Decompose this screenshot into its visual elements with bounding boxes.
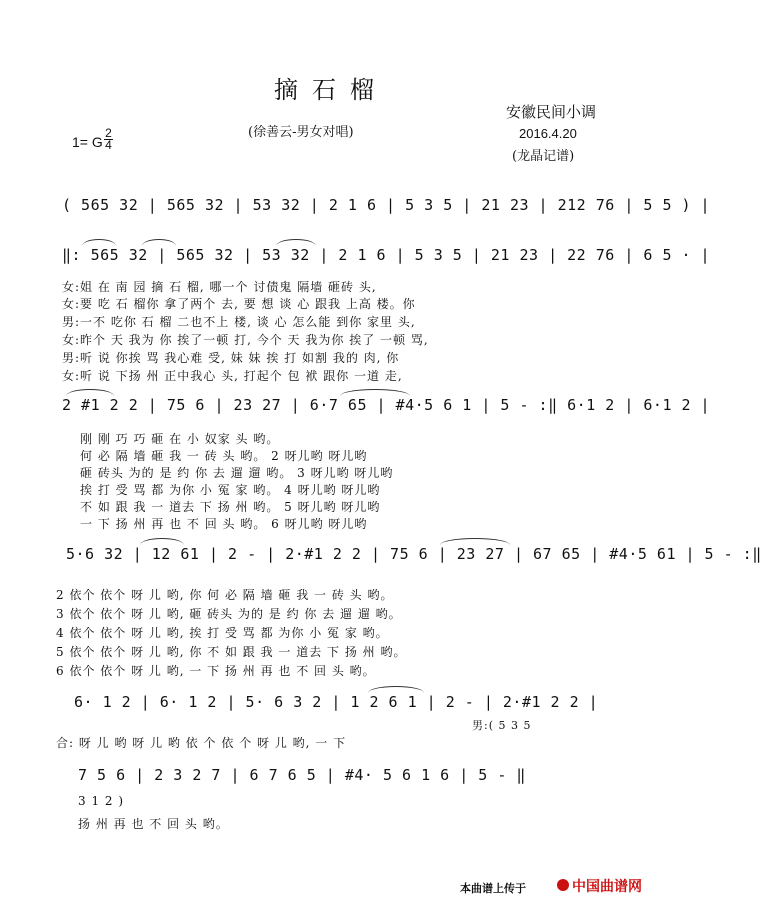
song-origin: 安徽民间小调 bbox=[506, 103, 597, 121]
staff-chorus: 6· 1 2 | 6· 1 2 | 5· 6 3 2 | 1 2 6 1 | 2 - | 2·#1 2 2 | bbox=[74, 693, 599, 711]
staff-verse-a: ‖: 565 32 | 565 32 | 53 32 | 2 1 6 | 5 3 5 | 21 23 | 22 76 | 6 5 · | bbox=[62, 246, 711, 264]
staff-verse-c: 5·6 32 | 12 61 | 2 - | 2·#1 2 2 | 75 6 | 23 27 | 67 65 | #4·5 61 | 5 - :‖ bbox=[66, 545, 762, 563]
verse-line-6: 女:听 说 下扬 州 正中我心 头, 打起个 包 袱 跟你 一道 走, bbox=[62, 369, 403, 383]
slur-mark bbox=[440, 538, 510, 545]
male-entry: 男:( 5 3 5 bbox=[472, 719, 532, 732]
coda-line-3: 3 依个 依个 呀 儿 哟, 砸 砖头 为的 是 约 你 去 遛 遛 哟。 bbox=[56, 607, 402, 621]
chorus-lyric: 合: 呀 儿 哟 呀 儿 哟 依 个 依 个 呀 儿 哟, 一 下 bbox=[56, 736, 347, 750]
slur-mark bbox=[140, 538, 184, 545]
verse-line-4: 女:昨个 天 我为 你 挨了一顿 打, 今个 天 我为你 挨了 一顿 骂, bbox=[62, 333, 429, 347]
verse-line-1: 女:姐 在 南 园 摘 石 榴, 哪一个 讨债鬼 隔墙 砸砖 头, bbox=[62, 280, 377, 294]
song-subtitle: (徐善云-男女对唱) bbox=[248, 125, 354, 140]
refrain-line-5: 不 如 跟 我 一 道去 下 扬 州 哟。 5 呀儿哟 呀儿哟 bbox=[80, 500, 381, 514]
time-signature bbox=[104, 128, 113, 151]
slur-mark bbox=[276, 239, 316, 246]
refrain-line-1: 刚 刚 巧 巧 砸 在 小 奴家 头 哟。 bbox=[80, 432, 280, 446]
verse-line-5: 男:听 说 你挨 骂 我心难 受, 妹 妹 挨 打 如割 我的 肉, 你 bbox=[62, 351, 400, 365]
slur-mark bbox=[66, 389, 114, 396]
time-numerator: 2 bbox=[105, 126, 112, 140]
staff-verse-b: 2 #1 2 2 | 75 6 | 23 27 | 6·7 65 | #4·5 6 1 | 5 - :‖ 6·1 2 | 6·1 2 | bbox=[62, 396, 711, 414]
song-date: 2016.4.20 bbox=[519, 126, 577, 141]
site-logo[interactable]: 中国曲谱网 bbox=[572, 878, 642, 894]
coda-line-4: 4 依个 依个 呀 儿 哟, 挨 打 受 骂 都 为你 小 冤 家 哟。 bbox=[56, 626, 389, 640]
coda-line-2: 2 依个 依个 呀 儿 哟, 你 何 必 隔 墙 砸 我 一 砖 头 哟。 bbox=[56, 588, 394, 602]
staff-intro: ( 565 32 | 565 32 | 53 32 | 2 1 6 | 5 3 5 | 21 23 | 212 76 | 5 5 ) | bbox=[62, 196, 711, 214]
final-lyric: 扬 州 再 也 不 回 头 哟。 bbox=[78, 817, 229, 831]
coda-line-5: 5 依个 依个 呀 儿 哟, 你 不 如 跟 我 一 道去 下 扬 州 哟。 bbox=[56, 645, 407, 659]
slur-mark bbox=[142, 239, 176, 246]
refrain-line-3: 砸 砖头 为的 是 约 你 去 遛 遛 哟。 3 呀儿哟 呀儿哟 bbox=[80, 466, 394, 480]
staff-final: 7 5 6 | 2 3 2 7 | 6 7 6 5 | #4· 5 6 1 6 | 5 - ‖ bbox=[78, 766, 526, 784]
slur-mark bbox=[340, 389, 410, 396]
song-transcriber: (龙晶记谱) bbox=[512, 149, 575, 164]
song-title: 摘石榴 bbox=[274, 76, 388, 104]
refrain-line-6: 一 下 扬 州 再 也 不 回 头 哟。 6 呀儿哟 呀儿哟 bbox=[80, 517, 368, 531]
site-logo-icon bbox=[557, 879, 569, 891]
staff-final-lower: 3 1 2 ) bbox=[78, 794, 125, 808]
slur-mark bbox=[82, 239, 116, 246]
key-signature: 1= G bbox=[72, 134, 103, 150]
time-denominator: 4 bbox=[105, 138, 112, 152]
refrain-line-2: 何 必 隔 墙 砸 我 一 砖 头 哟。 2 呀儿哟 呀儿哟 bbox=[80, 449, 368, 463]
refrain-line-4: 挨 打 受 骂 都 为你 小 冤 家 哟。 4 呀儿哟 呀儿哟 bbox=[80, 483, 381, 497]
upload-note: 本曲谱上传于 bbox=[460, 883, 526, 895]
verse-line-2: 女:要 吃 石 榴你 拿了两个 去, 要 想 谈 心 跟我 上高 楼。你 bbox=[62, 297, 416, 311]
verse-line-3: 男:一不 吃你 石 榴 二也不上 楼, 谈 心 怎么能 到你 家里 头, bbox=[62, 315, 416, 329]
slur-mark bbox=[368, 686, 424, 693]
coda-line-6: 6 依个 依个 呀 儿 哟, 一 下 扬 州 再 也 不 回 头 哟。 bbox=[56, 664, 376, 678]
